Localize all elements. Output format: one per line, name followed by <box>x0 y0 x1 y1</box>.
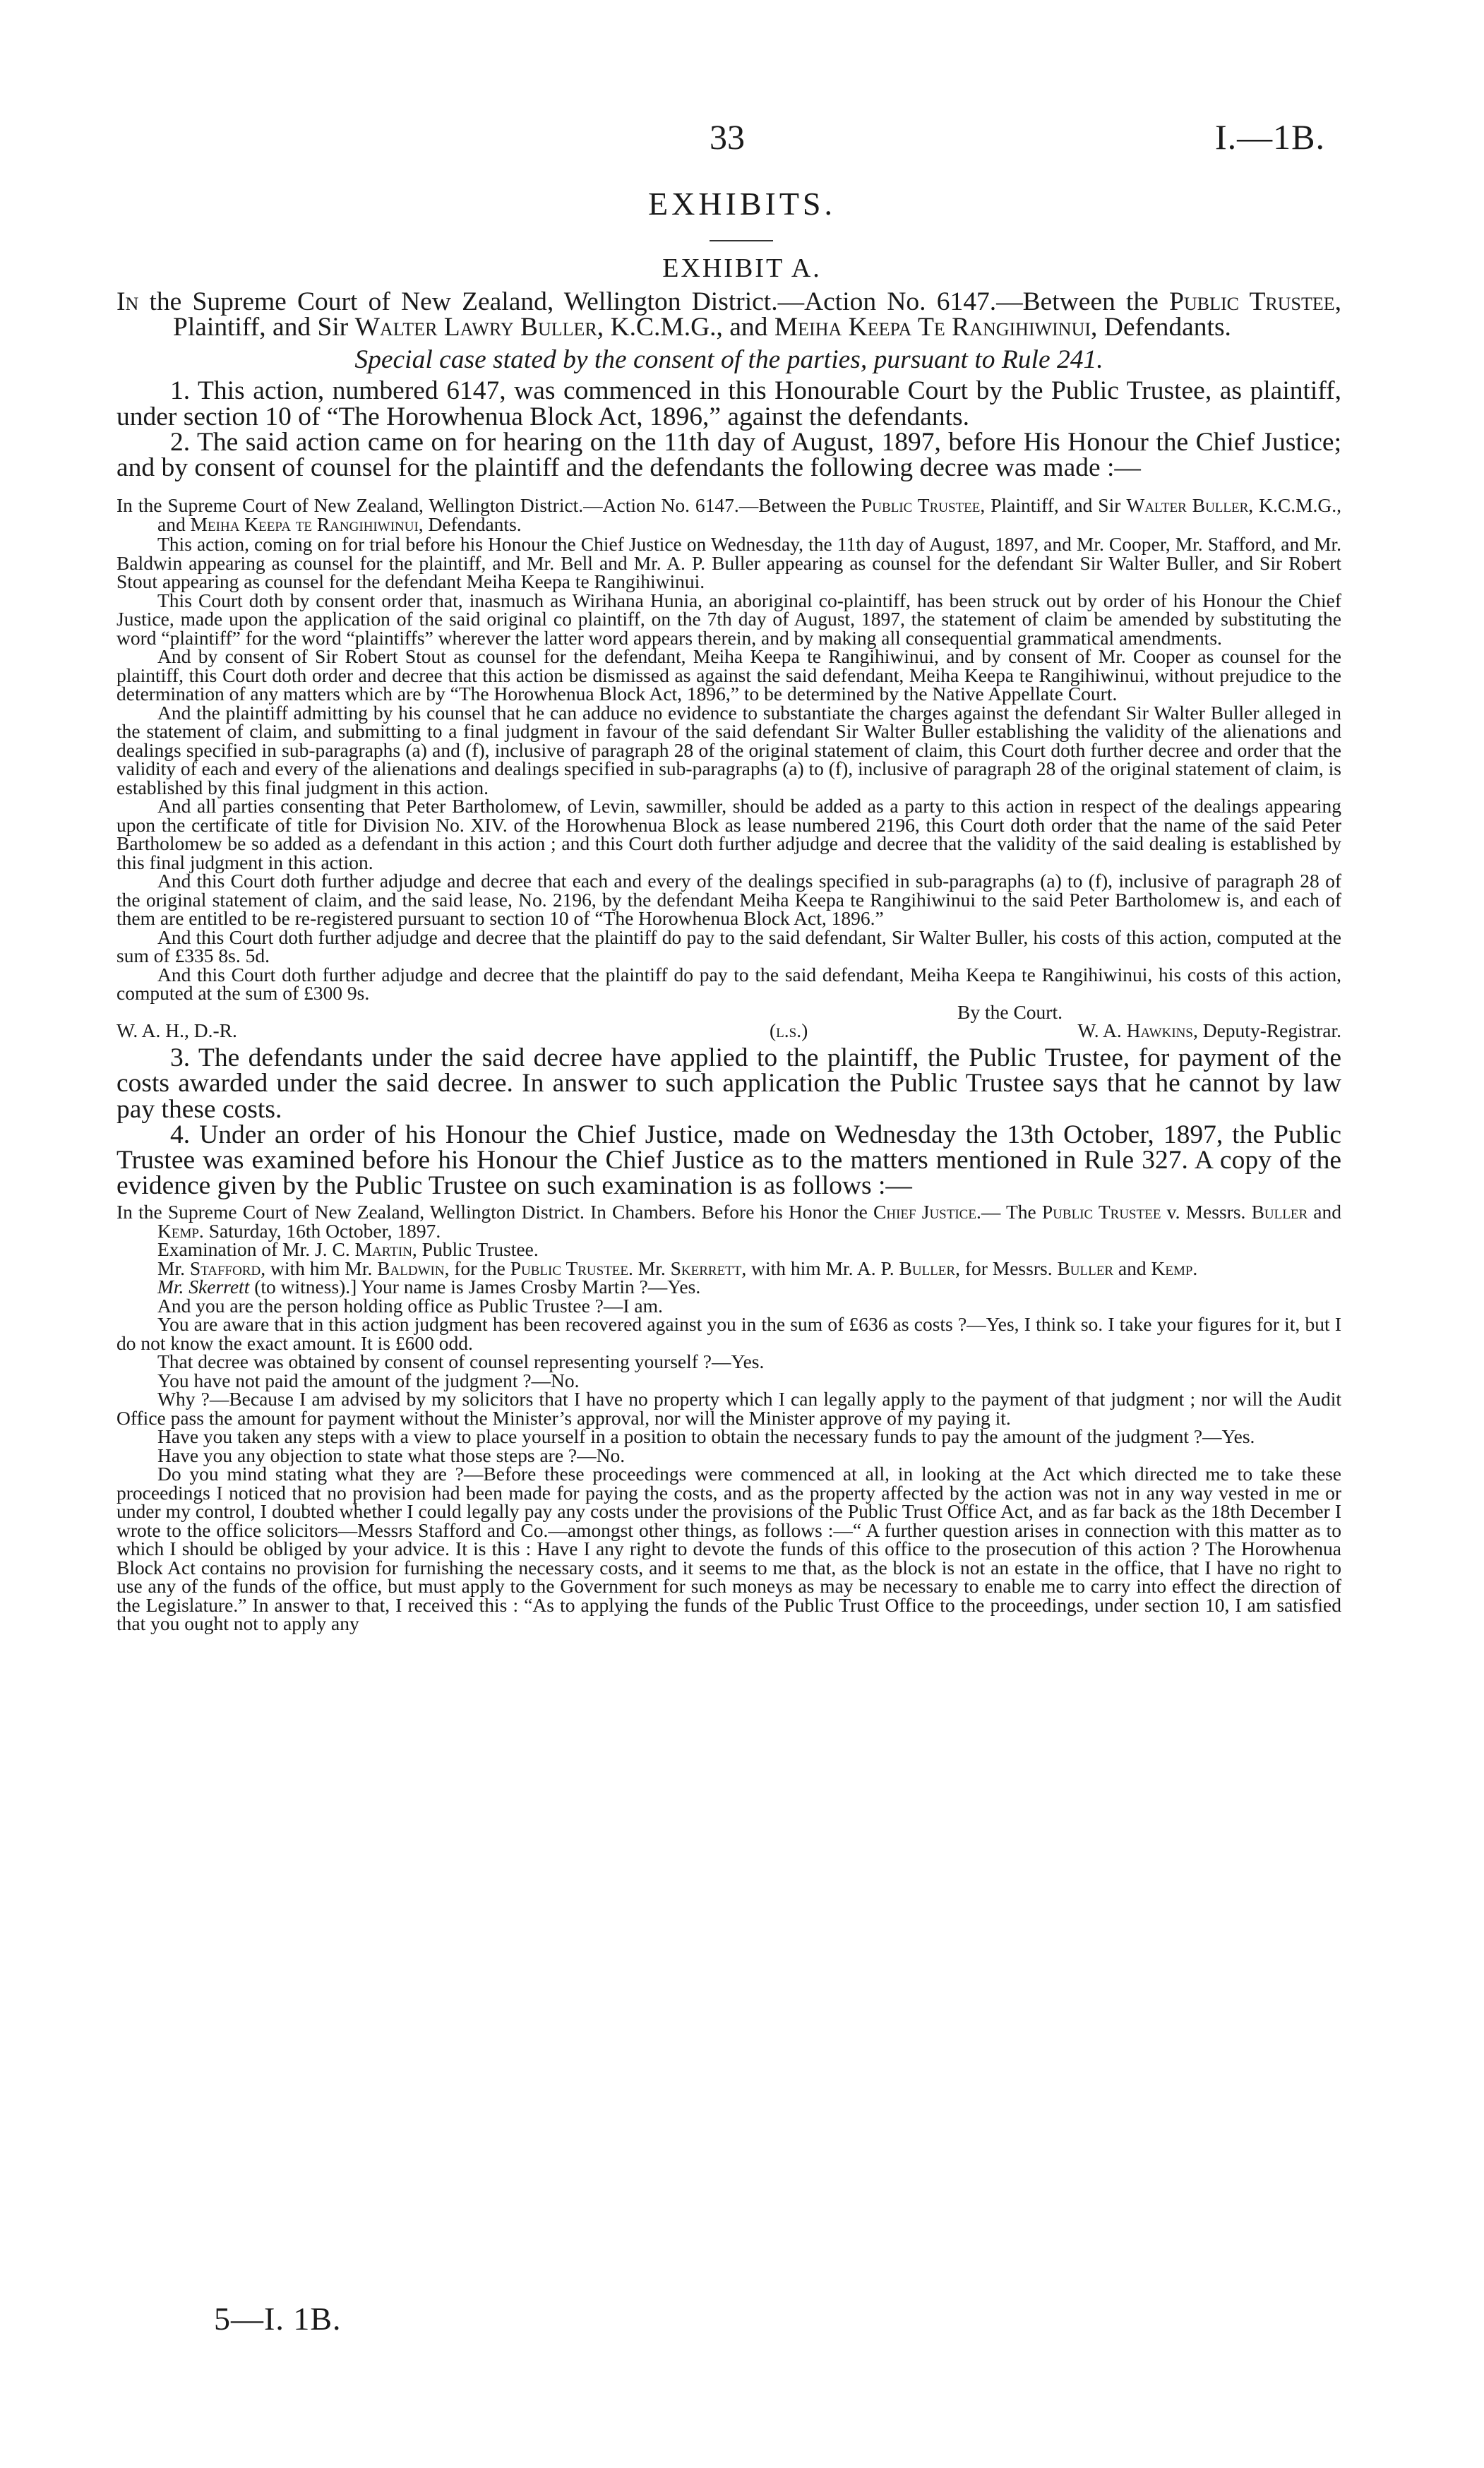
testimony-line: Mr. Skerrett (to witness).] Your name is James Crosby Martin ?—Yes. <box>157 1276 701 1298</box>
exhibit-title: EXHIBIT A. <box>662 253 822 283</box>
chambers-caption: In the Supreme Court of New Zealand, Wellington District. In Chambers. Before his Honor the Chief Justice.— The Public Trustee v. Messrs. Buller and Kemp. Saturday, 16th October, 1897. <box>116 1201 1342 1242</box>
case-caption: In the Supreme Court of New Zealand, Wellington District.—Action No. 6147.—Between the Public Trustee, Plaintiff, and Sir Walter Lawry Buller, K.C.M.G., and Meiha Keepa Te Rangihiwinui, Defendants. <box>116 287 1341 342</box>
registrar-signature: W. A. Hawkins, Deputy-Registrar. <box>1077 1019 1341 1042</box>
testimony-line: You have not paid the amount of the judgment ?—No. <box>157 1369 580 1391</box>
decree-paragraph: And this Court doth further adjudge and decree that the plaintiff do pay to the said defendant, Meiha Keepa te Rangihiwinui, his costs of this action, computed at the sum of £300 9s. <box>116 963 1341 1005</box>
page-header <box>0 116 1484 166</box>
special-case-heading: Special case stated by the consent of the parties, pursuant to Rule 241. <box>354 345 1103 375</box>
page-number: 33 <box>710 117 745 157</box>
decree-paragraph: This Court doth by consent order that, inasmuch as Wirihana Hunia, an aboriginal co-plaintiff, has been struck out by order of his Honour the Chief Justice, made upon the application of the said original co plaintiff, on the 7th day of August, 1897, the statement of claim be amended by substituting the word “plaintiff” for the word “plaintiffs” wherever the latter word appears therein, and by making all consequential grammatical amendments. <box>116 589 1341 649</box>
paragraph-2: 2. The said action came on for hearing on the 11th day of August, 1897, before His Honour the Chief Justice; and by consent of counsel for the plaintiff and the defendants the following decree was made :— <box>116 427 1341 483</box>
section-title: EXHIBITS. <box>647 186 837 222</box>
by-the-court: By the Court. <box>957 1000 1063 1023</box>
testimony-line: Have you any objection to state what those steps are ?—No. <box>157 1444 626 1466</box>
testimony-line: And you are the person holding office as Public Trustee ?—I am. <box>157 1294 663 1317</box>
decree-paragraph: And the plaintiff admitting by his counsel that he can adduce no evidence to substantiate the charges against the defendant Sir Walter Buller alleged in the statement of claim, and submitting to a final judgment in favour of the said defendant Sir Walter Buller establishing the validity of the alienations and dealings specified in sub-paragraphs (a) and (f), inclusive of paragraph 28 of the original statement of claim, this Court doth further decree and order that the validity of each and every of the alienations and dealings specified in sub-paragraphs (a) to (f), inclusive of paragraph 28 of the original statement of claim, is established by this final judgment in this action. <box>116 701 1341 798</box>
examination-heading: Examination of Mr. J. C. Martin, Public Trustee. <box>157 1238 539 1261</box>
decree-paragraph: And all parties consenting that Peter Bartholomew, of Levin, sawmiller, should be added as a party to this action in respect of the dealings appearing upon the certificate of title for Division No. XIV. of the Horowhenua Block as lease numbered 2196, this Court doth order that the name of the said Peter Bartholomew be so added as a defendant in this action ; and this Court doth further adjudge and decree that the validity of the said dealing is established by this final judgment in this action. <box>116 795 1341 873</box>
testimony-line: That decree was obtained by consent of counsel representing yourself ?—Yes. <box>157 1350 765 1373</box>
testimony-line: You are aware that in this action judgment has been recovered against you in the sum of £636 as costs ?—Yes, I think so. I take your figures for it, but I do not know the exact amount. It is £600 odd. <box>116 1313 1341 1354</box>
paragraph-1: 1. This action, numbered 6147, was commenced in this Honourable Court by the Public Trustee, as plaintiff, under section 10 of “The Horowhenua Block Act, 1896,” against the defendants. <box>116 376 1341 431</box>
seal-mark: (l.s.) <box>770 1019 808 1042</box>
decree-caption: In the Supreme Court of New Zealand, Wellington District.—Action No. 6147.—Between the Public Trustee, Plaintiff, and Sir Walter Buller, K.C.M.G., and Meiha Keepa te Rangihiwinui, Defendants. <box>116 494 1342 535</box>
testimony-line: Why ?—Because I am advised by my solicitors that I have no property which I can legally apply to the payment of that judgment ; nor will the Audit Office pass the amount for payment without the Minister’s approval, nor will the Minister approve of my paying it. <box>116 1388 1341 1429</box>
paragraph-4: 4. Under an order of his Honour the Chief Justice, made on Wednesday the 13th October, 1897, the Public Trustee was examined before his Honour the Chief Justice as to the matters mentioned in Rule 327. A copy of the evidence given by the Public Trustee on such examination is as follows :— <box>116 1120 1341 1201</box>
testimony-line: Have you taken any steps with a view to place yourself in a position to obtain the necessary funds to pay the amount of the judgment ?—Yes. <box>157 1425 1255 1448</box>
decree-paragraph: This action, coming on for trial before his Honour the Chief Justice on Wednesday, the 11th day of August, 1897, and Mr. Cooper, Mr. Stafford, and Mr. Baldwin appearing as counsel for the plaintiff, and Mr. Bell and Mr. A. P. Buller appearing as counsel for the defendant Sir Walter Buller, and Sir Robert Stout appearing as counsel for the defendant Meiha Keepa te Rangihiwinui. <box>116 533 1341 593</box>
document-body <box>116 289 1341 1634</box>
title-divider <box>710 240 773 241</box>
testimony-line: Do you mind stating what they are ?—Before these proceedings were commenced at all, in looking at the Act which directed me to take these proceedings I noticed that no provision had been made for paying the costs, and as the property affected by the action was not in any way vested in me or under my control, I doubted whether I could legally pay any costs under the provisions of the Public Trust Office Act, and as far back as the 18th December I wrote to the office solicitors—Messrs Stafford and Co.—amongst other things, as follows :—“ A further question arises in connection with this matter as to which I should be obliged by your advice. It is this : Have I any right to devote the funds of this office to the prosecution of this action ? The Horowhenua Block Act contains no provision for furnishing the necessary costs, and it seems to me that, as the block is not an estate in the office, that I have no right to use any of the funds of the office, but must apply to the Government for such moneys as may be necessary to enable me to carry into effect the direction of the Legislature.” In answer to that, I received this : “As to applying the funds of the Public Trust Office to the proceedings, under section 10, I am satisfied that you ought not to apply any <box>116 1463 1341 1635</box>
decree-paragraph: And by consent of Sir Robert Stout as counsel for the defendant, Meiha Keepa te Rangihiwinui, and by consent of Mr. Cooper as counsel for the plaintiff, this Court doth order and decree that this action be dismissed as against the said defendant, Meiha Keepa te Rangihiwinui, without prejudice to the determination of any matters which are by “The Horowhenua Block Act, 1896,” to be determined by the Native Appellate Court. <box>116 645 1341 705</box>
signature-row <box>116 1019 1341 1042</box>
counsel-line: Mr. Stafford, with him Mr. Baldwin, for the Public Trustee. Mr. Skerrett, with him Mr. A. P. Buller, for Messrs. Buller and Kemp. <box>157 1257 1198 1279</box>
paper-reference: I.—1B. <box>1215 117 1325 157</box>
decree-paragraph: And this Court doth further adjudge and decree that the plaintiff do pay to the said defendant, Sir Walter Buller, his costs of this action, computed at the sum of £335 8s. 5d. <box>116 926 1341 967</box>
signature-initials: W. A. H., D.-R. <box>116 1019 237 1042</box>
decree-paragraph: And this Court doth further adjudge and decree that each and every of the dealings specified in sub-paragraphs (a) to (f), inclusive of paragraph 28 of the original statement of claim, and the said lease, No. 2196, by the defendant Meiha Keepa te Rangihiwinui to the said Peter Bartholomew is, and each of them are entitled to be re-registered pursuant to section 10 of “The Horowhenua Block Act, 1896.” <box>116 870 1341 930</box>
signature-mark: 5—I. 1B. <box>214 2301 342 2337</box>
paragraph-3: 3. The defendants under the said decree have applied to the plaintiff, the Public Trustee, for payment of the costs awarded under the said decree. In answer to such application the Public Trustee says that he cannot by law pay these costs. <box>116 1043 1341 1124</box>
